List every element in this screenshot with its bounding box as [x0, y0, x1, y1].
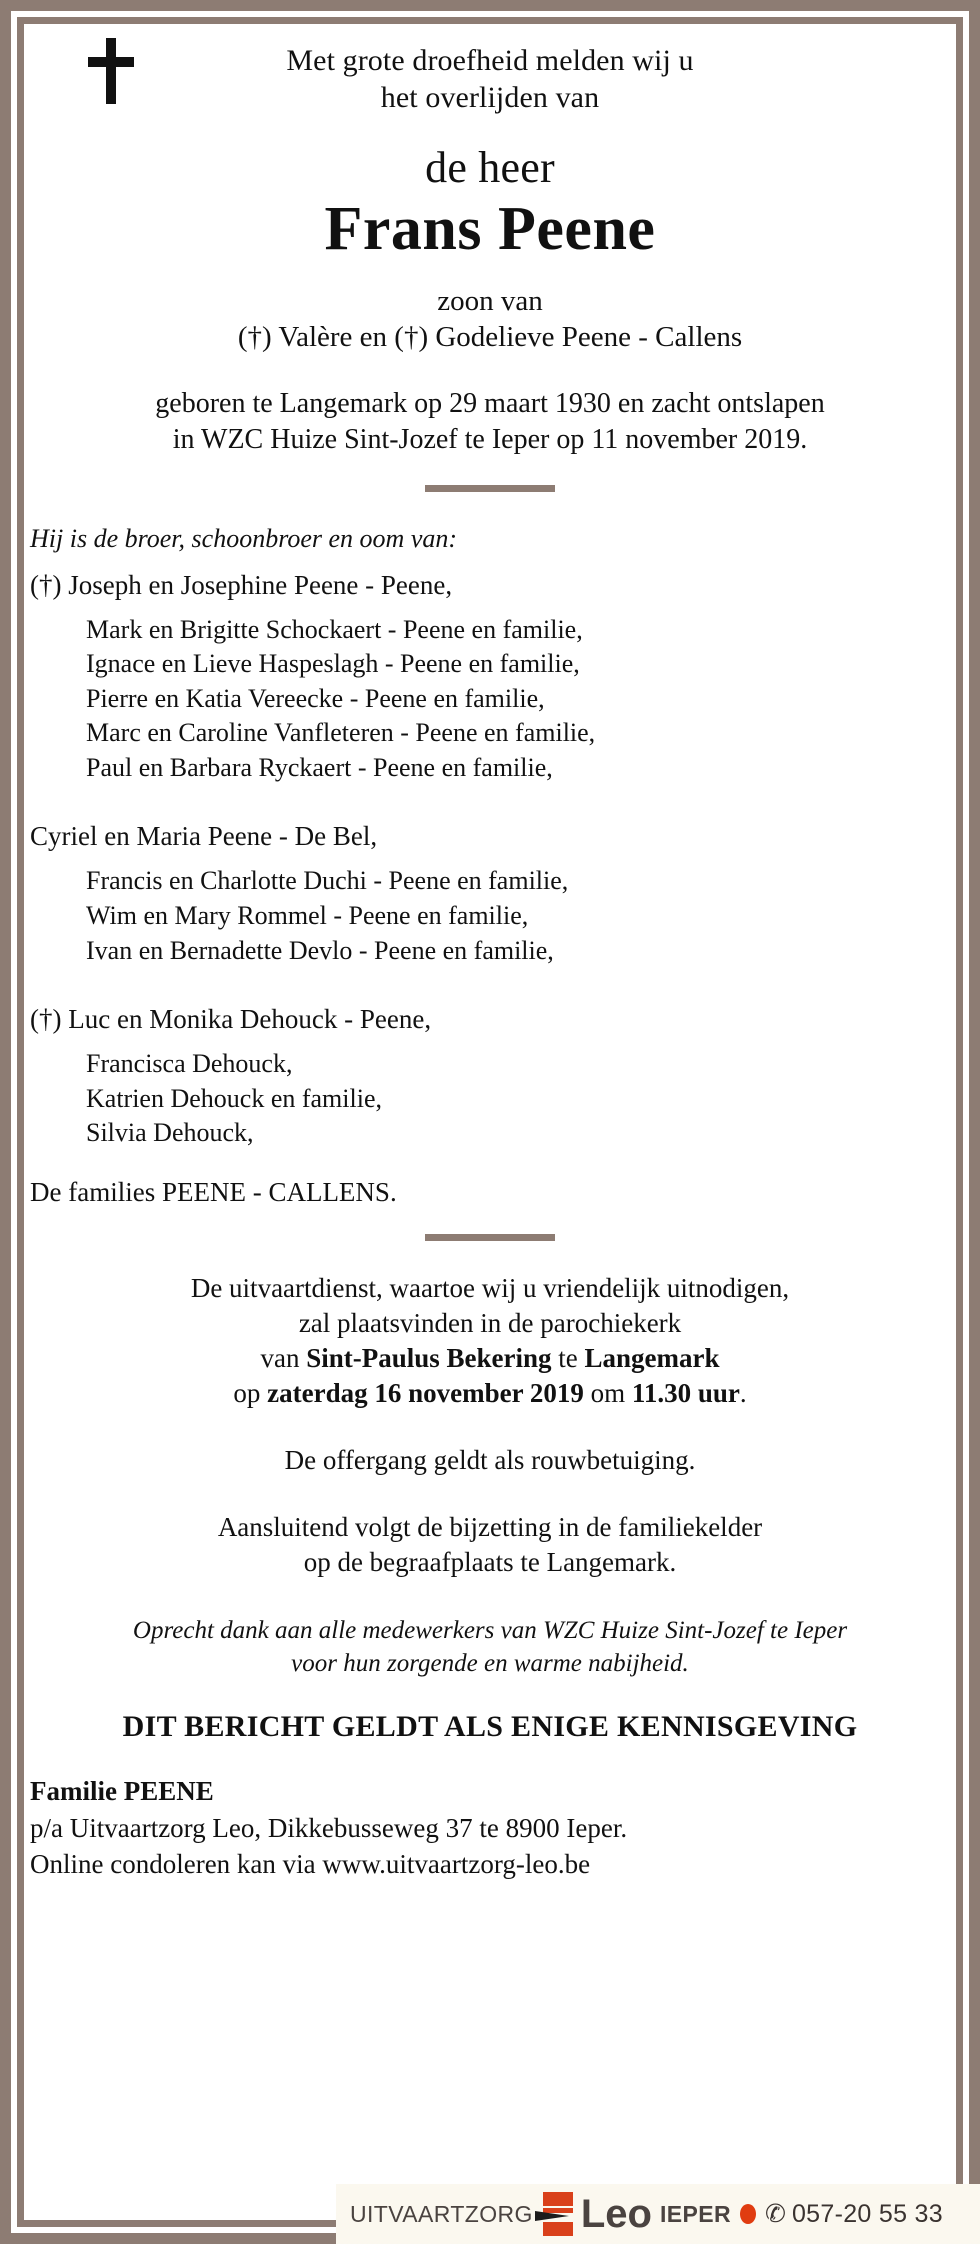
contact-online-condolence: Online condoleren kan via www.uitvaartzorg-leo.be — [30, 1849, 591, 1879]
logo-brand-text: Leo — [580, 2192, 652, 2236]
intro-line-2: het overlijden van — [380, 81, 600, 115]
parents-block — [24, 284, 956, 356]
service-line-4-post: . — [739, 1378, 747, 1409]
contact-family: Familie PEENE — [30, 1776, 214, 1807]
service-line-3 — [24, 1341, 956, 1376]
intro-line-1: Met grote droefheid melden wij u — [286, 44, 694, 77]
intro-text — [24, 42, 956, 116]
relation-group-head: (†) Luc en Monika Dehouck - Peene, — [30, 1004, 432, 1035]
birth-death-line-1: geboren te Langemark op 29 maart 1930 en zacht ontslapen — [155, 387, 825, 419]
service-line-4-mid: om — [583, 1378, 632, 1409]
leo-logo-mark-icon — [539, 2189, 573, 2239]
parents-lead: zoon van — [437, 284, 543, 317]
service-date: zaterdag 16 november 2019 — [267, 1378, 584, 1409]
list-item: Paul en Barbara Ryckaert - Peene en familie, — [86, 752, 553, 782]
logo-phone-number: 057-20 55 33 — [791, 2199, 943, 2228]
service-line-1: De uitvaartdienst, waartoe wij u vriendelijk uitnodigen, — [190, 1272, 790, 1303]
families-line: De families PEENE - CALLENS. — [30, 1176, 397, 1207]
service-line-4 — [24, 1376, 956, 1411]
list-item: Ignace en Lieve Haspeslagh - Peene en familie, — [86, 649, 580, 679]
service-line-3-pre: van — [260, 1343, 307, 1374]
thanks-line-1: Oprecht dank aan alle medewerkers van WZC Huize Sint-Jozef te Ieper — [132, 1617, 848, 1645]
relation-group-head: (†) Joseph en Josephine Peene - Peene, — [30, 569, 453, 600]
contact-block — [24, 1774, 956, 1882]
relation-group-list — [24, 613, 956, 786]
card-content — [24, 24, 956, 2220]
list-item: Pierre en Katia Vereecke - Peene en familie, — [86, 683, 545, 713]
burial-info — [24, 1510, 956, 1580]
list-item: Mark en Brigitte Schockaert - Peene en familie, — [86, 614, 583, 644]
burial-line-2: op de begraafplaats te Langemark. — [303, 1547, 677, 1578]
service-line-4-pre: op — [233, 1378, 268, 1409]
bullet-dot-icon — [740, 2204, 756, 2224]
service-line-3-mid: te — [551, 1343, 585, 1374]
church-place: Langemark — [584, 1343, 720, 1374]
list-item: Katrien Dehouck en familie, — [86, 1083, 382, 1113]
list-item: Ivan en Bernadette Devlo - Peene en familie, — [86, 935, 554, 965]
birth-death-info — [24, 386, 956, 459]
sole-notice-statement: DIT BERICHT GELDT ALS ENIGE KENNISGEVING — [122, 1710, 858, 1744]
logo-prefix-text: UITVAARTZORG — [350, 2200, 533, 2227]
burial-line-1: Aansluitend volgt de bijzetting in de familiekelder — [217, 1512, 763, 1543]
birth-death-line-2: in WZC Huize Sint-Jozef te Ieper op 11 november 2019. — [172, 424, 808, 456]
church-name: Sint-Paulus Bekering — [306, 1343, 552, 1374]
service-time: 11.30 uur — [631, 1378, 740, 1409]
phone-icon: ✆ — [765, 2199, 786, 2228]
thanks-line-2: voor hun zorgende en warme nabijheid. — [291, 1650, 689, 1678]
list-item: Francisca Dehouck, — [86, 1049, 293, 1079]
section-divider-top — [425, 485, 555, 492]
deceased-name: Frans Peene — [324, 194, 656, 263]
service-line-2: zal plaatsvinden in de parochiekerk — [298, 1308, 682, 1338]
relation-group-list — [24, 864, 956, 968]
list-item: Wim en Mary Rommel - Peene en familie, — [86, 901, 529, 931]
list-item: Marc en Caroline Vanfleteren - Peene en familie, — [86, 718, 596, 748]
section-divider-bottom — [425, 1234, 555, 1241]
christian-cross-icon — [88, 38, 134, 104]
list-item: Silvia Dehouck, — [86, 1118, 254, 1148]
deceased-title: de heer — [425, 143, 555, 193]
list-item: Francis en Charlotte Duchi - Peene en familie, — [86, 866, 569, 896]
contact-address: p/a Uitvaartzorg Leo, Dikkebusseweg 37 te 8900 Ieper. — [30, 1812, 628, 1843]
funeral-home-logo-bar — [336, 2184, 980, 2244]
parents-names: (†) Valère en (†) Godelieve Peene - Callens — [237, 320, 743, 353]
logo-city-text: IEPER — [659, 2200, 732, 2227]
spacer — [24, 968, 956, 988]
relations-lead: Hij is de broer, schoonbroer en oom van: — [30, 523, 458, 553]
spacer — [24, 785, 956, 805]
relation-group-list — [24, 1047, 956, 1151]
relation-group-head: Cyriel en Maria Peene - De Bel, — [30, 821, 378, 852]
offering-note: De offergang geldt als rouwbetuiging. — [284, 1445, 696, 1476]
thanks-note — [24, 1614, 956, 1680]
service-details — [24, 1271, 956, 1411]
